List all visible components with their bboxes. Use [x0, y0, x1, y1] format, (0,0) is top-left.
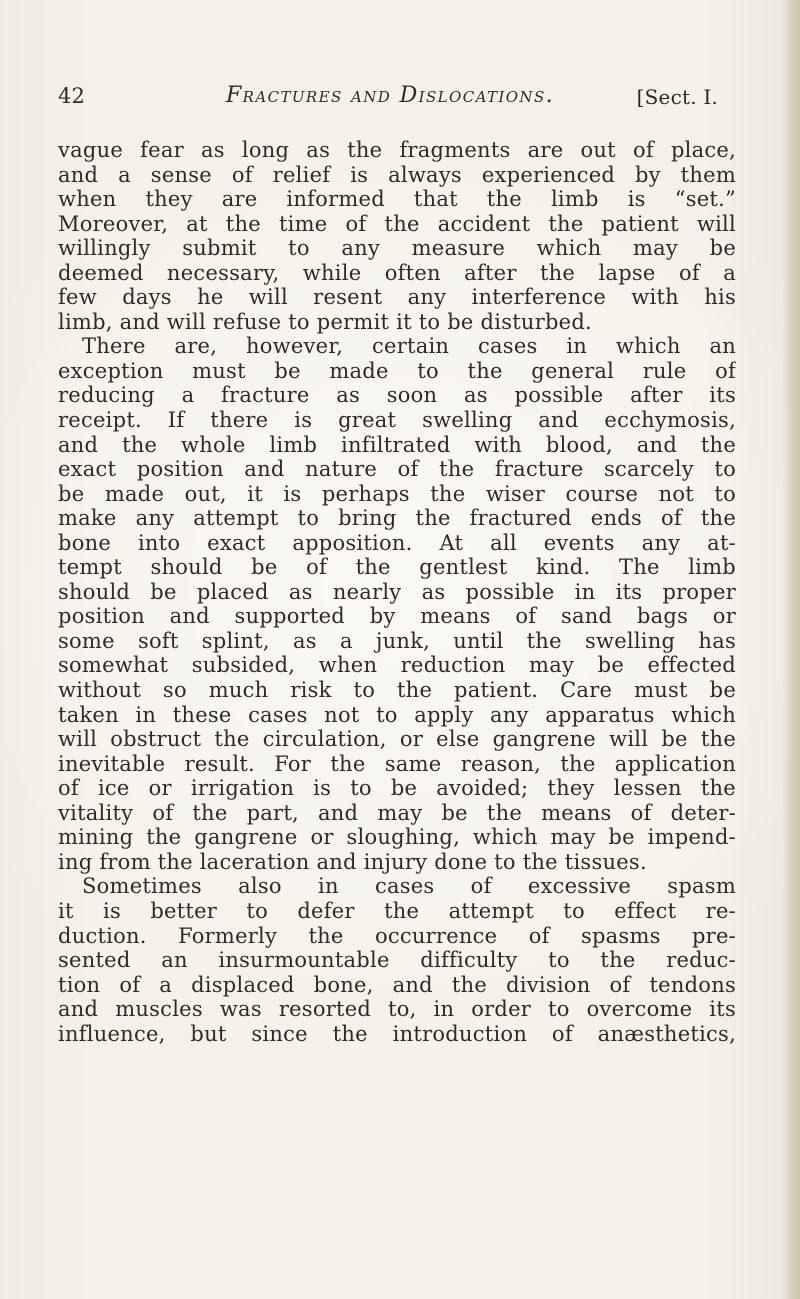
text-line: tempt should be of the gentlest kind. The limb: [58, 555, 736, 580]
text-line: reducing a fracture as soon as possible after its: [58, 383, 736, 408]
running-title: Fractures and Dislocations.: [226, 83, 555, 108]
text-line: exact position and nature of the fracture scarcely to: [58, 457, 736, 482]
text-line: position and supported by means of sand bags or: [58, 604, 736, 629]
text-line: There are, however, certain cases in which an: [82, 334, 736, 359]
text-line: and muscles was resorted to, in order to overcome its: [58, 997, 736, 1022]
page-number: 42: [58, 84, 86, 108]
text-line: exception must be made to the general rule of: [58, 358, 736, 383]
text-line: limb, and will refuse to permit it to be disturbed.: [58, 309, 592, 334]
text-line: influence, but since the introduction of anæsthetics,: [58, 1021, 736, 1046]
text-line: sented an insurmountable difficulty to the reduc-: [58, 948, 736, 973]
text-line: somewhat subsided, when reduction may be effected: [58, 653, 736, 678]
text-line: some soft splint, as a junk, until the swelling has: [58, 628, 736, 653]
body-text: [58, 138, 736, 1046]
text-line: duction. Formerly the occurrence of spasms pre-: [58, 923, 736, 948]
page-header: [58, 84, 718, 114]
text-line: receipt. If there is great swelling and ecchymosis,: [58, 408, 736, 433]
text-line: be made out, it is perhaps the wiser course not to: [58, 481, 736, 506]
page-edge-shadow: [782, 0, 800, 1299]
text-line: make any attempt to bring the fractured ends of the: [58, 506, 736, 531]
section-label: [Sect. I.: [636, 85, 718, 109]
text-line: Sometimes also in cases of excessive spasm: [82, 874, 736, 899]
text-line: Moreover, at the time of the accident the patient will: [58, 211, 736, 236]
text-line: should be placed as nearly as possible in its proper: [58, 579, 736, 604]
text-line: few days he will resent any interference with his: [58, 285, 736, 310]
text-line: bone into exact apposition. At all events any at-: [58, 530, 736, 555]
text-line: mining the gangrene or sloughing, which may be impend-: [58, 825, 736, 850]
text-line: will obstruct the circulation, or else gangrene will be the: [58, 727, 736, 752]
text-line: vague fear as long as the fragments are out of place,: [58, 138, 736, 162]
text-line: ing from the laceration and injury done to the tissues.: [58, 849, 647, 874]
text-line: it is better to defer the attempt to effect re-: [58, 898, 736, 923]
text-line: when they are informed that the limb is “set.”: [58, 187, 736, 212]
text-line: tion of a displaced bone, and the division of tendons: [58, 972, 736, 997]
text-line: vitality of the part, and may be the means of deter-: [58, 800, 736, 825]
text-line: and the whole limb infiltrated with blood, and the: [58, 432, 736, 457]
text-line: and a sense of relief is always experienced by them: [58, 162, 736, 187]
text-line: taken in these cases not to apply any apparatus which: [58, 702, 736, 727]
text-line: without so much risk to the patient. Care must be: [58, 678, 736, 703]
text-line: deemed necessary, while often after the lapse of a: [58, 260, 736, 285]
text-line: willingly submit to any measure which may be: [58, 236, 736, 261]
text-line: inevitable result. For the same reason, the application: [58, 751, 736, 776]
text-line: of ice or irrigation is to be avoided; they lessen the: [58, 776, 736, 801]
